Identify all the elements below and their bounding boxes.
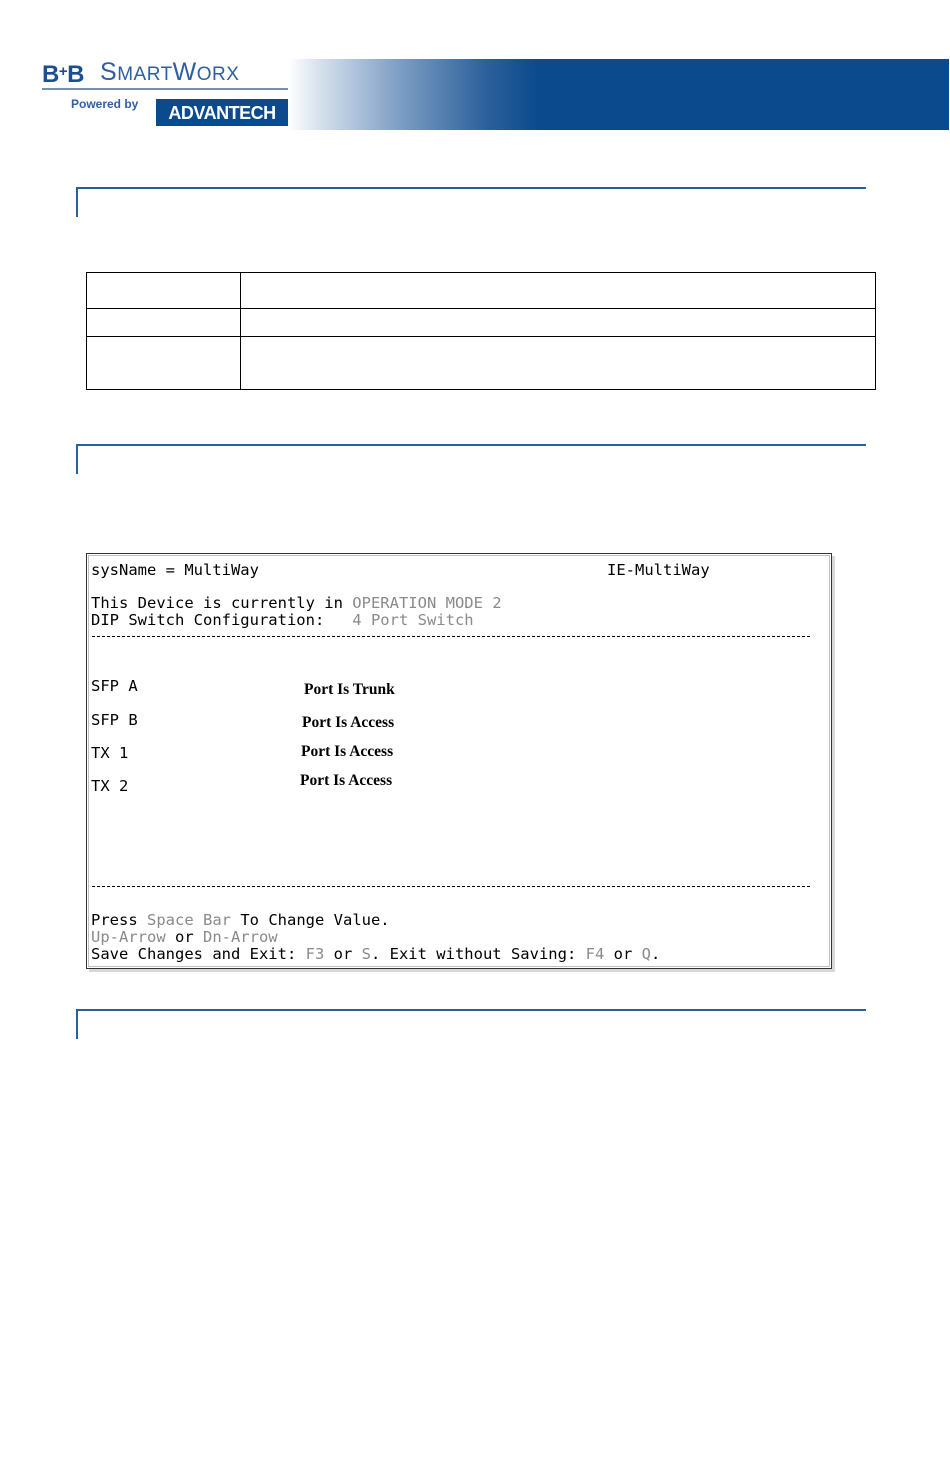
port-status-sfp-a[interactable]: Port Is Trunk [304, 681, 395, 698]
port-status-sfp-b[interactable]: Port Is Access [302, 714, 395, 731]
mode-value: OPERATION MODE 2 [352, 594, 502, 612]
dip-line: DIP Switch Configuration: 4 Port Switch [91, 611, 474, 629]
brand-logo-smartworx: SMARTWORX [100, 58, 240, 86]
mode-line: This Device is currently in OPERATION MODE 2 [91, 594, 502, 612]
brand-logo-bb: B+B [42, 61, 84, 88]
advantech-logo: ADVANTECH [156, 99, 288, 126]
port-name-tx-2: TX 2 [91, 777, 129, 795]
port-status-tx-2[interactable]: Port Is Access [300, 772, 393, 789]
port-name-tx-1: TX 1 [91, 744, 129, 762]
divider-top [92, 636, 810, 637]
footer-line-3: Save Changes and Exit: F3 or S. Exit without Saving: F4 or Q. [91, 945, 661, 963]
dip-value: 4 Port Switch [352, 611, 474, 629]
footer-line-1: Press Space Bar To Change Value. [91, 911, 390, 929]
sysname-line: sysName = MultiWay [91, 561, 259, 579]
footer-line-2: Up-Arrow or Dn-Arrow [91, 928, 278, 946]
table-row [87, 309, 876, 337]
section-heading-2 [76, 444, 866, 474]
port-status-tx-1[interactable]: Port Is Access [301, 743, 394, 760]
section-heading-1 [76, 187, 866, 217]
table-row [87, 273, 876, 309]
port-name-sfp-a: SFP A [91, 677, 138, 695]
device-name: IE-MultiWay [607, 561, 710, 579]
divider-bottom [92, 886, 810, 887]
port-name-sfp-b: SFP B [91, 711, 138, 729]
table-row [87, 337, 876, 390]
terminal-screenshot [86, 553, 832, 969]
powered-by-label: Powered by [71, 97, 139, 111]
logo-divider [42, 88, 288, 90]
info-table [86, 272, 876, 390]
section-heading-3 [76, 1009, 866, 1039]
